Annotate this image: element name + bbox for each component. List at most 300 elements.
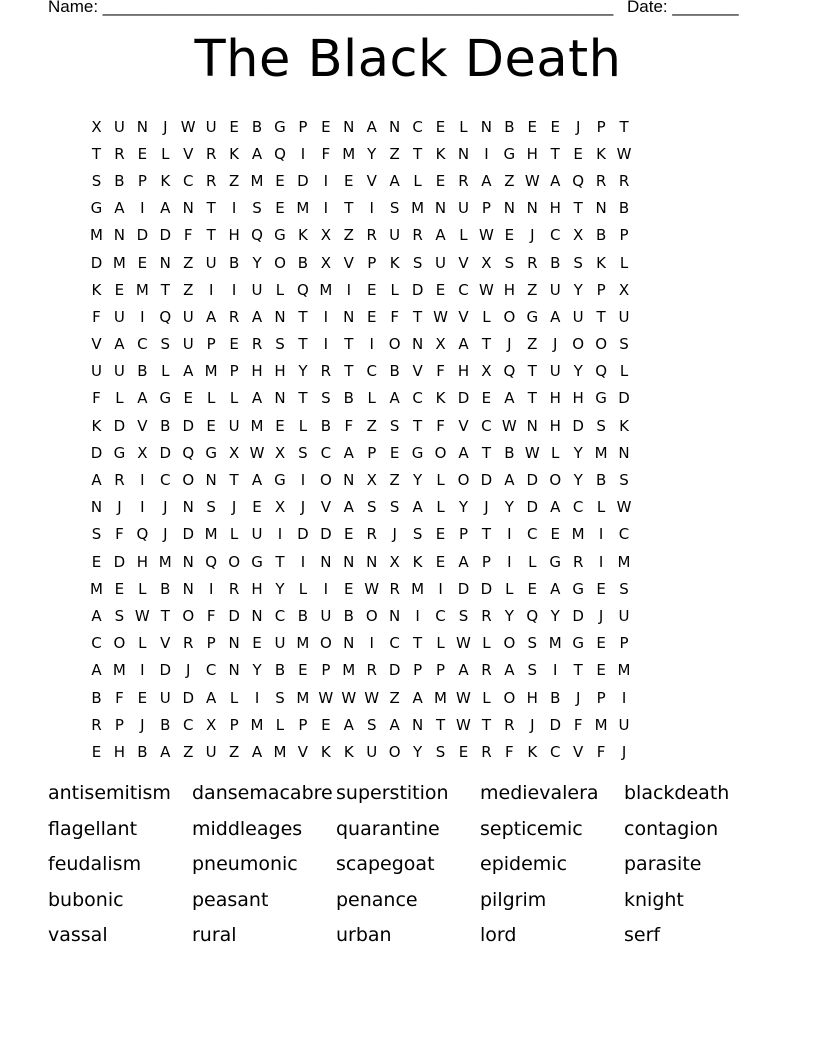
grid-letter: U bbox=[182, 335, 194, 354]
grid-letter: C bbox=[91, 634, 102, 653]
grid-letter: F bbox=[344, 416, 354, 435]
grid-letter: O bbox=[503, 307, 516, 326]
grid-letter: U bbox=[618, 307, 630, 326]
grid-letter: W bbox=[524, 171, 540, 190]
grid-letter: A bbox=[550, 307, 561, 326]
word-bank-item: urban bbox=[336, 924, 392, 947]
grid-row bbox=[85, 331, 745, 358]
name-field-line[interactable]: Name: ______________________________________________________ bbox=[48, 0, 614, 16]
grid-letter: R bbox=[366, 226, 377, 245]
grid-letter: C bbox=[160, 471, 171, 490]
grid-letter: H bbox=[572, 389, 584, 408]
grid-letter: W bbox=[180, 117, 196, 136]
grid-letter: C bbox=[366, 362, 377, 381]
grid-letter: A bbox=[160, 199, 171, 218]
grid-letter: G bbox=[526, 307, 539, 326]
grid-letter: I bbox=[208, 579, 214, 598]
grid-letter: I bbox=[369, 634, 374, 653]
grid-letter: S bbox=[527, 661, 538, 680]
word-bank-item: serf bbox=[624, 924, 661, 947]
grid-letter: J bbox=[530, 226, 535, 245]
grid-letter: K bbox=[343, 742, 354, 761]
grid-letter: I bbox=[598, 525, 604, 544]
grid-letter: Q bbox=[503, 362, 516, 381]
grid-letter: E bbox=[206, 416, 216, 435]
grid-letter: P bbox=[298, 117, 308, 136]
grid-letter: U bbox=[90, 362, 102, 381]
grid-letter: N bbox=[228, 634, 240, 653]
grid-letter: M bbox=[571, 525, 585, 544]
word-bank-item: rural bbox=[192, 924, 237, 947]
grid-letter: C bbox=[182, 715, 194, 734]
grid-letter: V bbox=[160, 634, 171, 653]
grid-letter: I bbox=[323, 335, 329, 354]
grid-letter: N bbox=[434, 199, 447, 218]
grid-letter: R bbox=[481, 742, 492, 761]
grid-letter: G bbox=[251, 552, 263, 571]
grid-letter: H bbox=[228, 226, 240, 245]
grid-letter: C bbox=[572, 498, 584, 517]
word-bank-item: lord bbox=[480, 924, 517, 947]
grid-letter: F bbox=[573, 715, 583, 734]
grid-letter: A bbox=[458, 335, 469, 354]
grid-letter: L bbox=[528, 552, 537, 571]
word-bank-item: quarantine bbox=[336, 817, 440, 840]
grid-letter: T bbox=[229, 471, 239, 490]
grid-letter: U bbox=[389, 226, 401, 245]
grid-letter: O bbox=[572, 335, 585, 354]
grid-letter: I bbox=[415, 606, 420, 625]
grid-letter: C bbox=[137, 335, 148, 354]
grid-letter: N bbox=[343, 307, 355, 326]
grid-letter: K bbox=[596, 144, 607, 163]
grid-letter: J bbox=[530, 715, 535, 734]
grid-letter: M bbox=[273, 742, 287, 761]
grid-letter: A bbox=[504, 471, 515, 490]
grid-letter: O bbox=[503, 688, 516, 707]
grid-letter: S bbox=[275, 335, 285, 354]
grid-letter: B bbox=[137, 742, 148, 761]
grid-letter: E bbox=[550, 117, 560, 136]
grid-letter: Z bbox=[389, 144, 400, 163]
grid-letter: J bbox=[553, 335, 558, 354]
grid-letter: M bbox=[158, 552, 172, 571]
grid-letter: M bbox=[112, 661, 126, 680]
grid-letter: R bbox=[595, 171, 607, 190]
grid-letter: A bbox=[251, 144, 263, 163]
grid-letter: A bbox=[343, 715, 354, 734]
grid-letter: N bbox=[503, 199, 515, 218]
grid-row bbox=[85, 385, 745, 412]
grid-letter: T bbox=[413, 307, 423, 326]
grid-letter: F bbox=[206, 606, 216, 625]
grid-letter: T bbox=[481, 715, 491, 734]
grid-letter: M bbox=[296, 688, 310, 707]
grid-letter: R bbox=[320, 362, 332, 381]
word-bank-item: feudalism bbox=[48, 853, 142, 876]
grid-letter: V bbox=[320, 498, 331, 517]
grid-letter: O bbox=[274, 253, 286, 272]
grid-letter: V bbox=[458, 307, 469, 326]
grid-letter: A bbox=[550, 579, 561, 598]
grid-letter: R bbox=[205, 171, 217, 190]
grid-letter: W bbox=[501, 416, 517, 435]
grid-letter: N bbox=[274, 389, 286, 408]
grid-letter: C bbox=[412, 389, 423, 408]
grid-row bbox=[85, 439, 745, 466]
grid-letter: D bbox=[297, 525, 309, 544]
grid-letter: Q bbox=[251, 226, 263, 245]
grid-letter: O bbox=[434, 443, 447, 462]
grid-letter: P bbox=[206, 335, 216, 354]
grid-letter: A bbox=[435, 226, 446, 245]
grid-letter: P bbox=[367, 253, 377, 272]
grid-letter: A bbox=[114, 335, 125, 354]
grid-letter: T bbox=[206, 199, 216, 218]
grid-letter: S bbox=[435, 742, 446, 761]
grid-letter: X bbox=[320, 226, 331, 245]
word-bank-item: flagellant bbox=[48, 817, 138, 840]
grid-letter: W bbox=[456, 715, 471, 734]
grid-letter: O bbox=[113, 634, 126, 653]
word-bank-item: vassal bbox=[48, 924, 108, 947]
letter-grid bbox=[85, 113, 745, 766]
grid-letter: M bbox=[319, 280, 333, 299]
grid-letter: Y bbox=[573, 471, 583, 490]
grid-letter: K bbox=[435, 389, 446, 408]
grid-letter: N bbox=[320, 552, 332, 571]
grid-letter: P bbox=[596, 117, 606, 136]
grid-letter: U bbox=[618, 606, 630, 625]
grid-letter: P bbox=[229, 715, 239, 734]
grid-letter: H bbox=[251, 579, 263, 598]
grid-letter: M bbox=[296, 199, 310, 218]
grid-letter: H bbox=[549, 389, 561, 408]
grid-letter: Y bbox=[573, 443, 583, 462]
grid-letter: A bbox=[251, 307, 263, 326]
grid-letter: X bbox=[435, 335, 446, 354]
word-bank-item: middleages bbox=[192, 817, 303, 840]
grid-letter: N bbox=[182, 498, 194, 517]
grid-letter: Q bbox=[159, 307, 172, 326]
grid-letter: R bbox=[91, 715, 102, 734]
grid-letter: C bbox=[527, 525, 538, 544]
grid-letter: R bbox=[114, 471, 125, 490]
grid-letter: J bbox=[621, 742, 627, 761]
grid-letter: D bbox=[320, 525, 332, 544]
grid-letter: U bbox=[113, 117, 125, 136]
grid-letter: G bbox=[274, 117, 286, 136]
grid-letter: S bbox=[619, 471, 629, 490]
date-field-line[interactable]: Date: _______ bbox=[627, 0, 739, 16]
grid-letter: S bbox=[91, 525, 102, 544]
grid-letter: Y bbox=[252, 253, 262, 272]
grid-letter: G bbox=[411, 443, 424, 462]
grid-letter: F bbox=[321, 144, 331, 163]
grid-letter: U bbox=[274, 634, 286, 653]
grid-letter: R bbox=[228, 307, 240, 326]
grid-letter: D bbox=[113, 552, 126, 571]
grid-letter: A bbox=[504, 389, 515, 408]
grid-letter: L bbox=[482, 634, 491, 653]
grid-letter: F bbox=[436, 416, 445, 435]
grid-letter: R bbox=[251, 335, 263, 354]
grid-letter: A bbox=[160, 742, 171, 761]
grid-letter: A bbox=[458, 552, 469, 571]
grid-letter: T bbox=[91, 144, 102, 163]
grid-letter: J bbox=[392, 525, 397, 544]
word-bank-item: knight bbox=[624, 888, 684, 911]
grid-letter: C bbox=[205, 661, 217, 680]
grid-letter: B bbox=[251, 117, 263, 136]
grid-row bbox=[85, 195, 745, 222]
grid-letter: J bbox=[598, 606, 604, 625]
grid-letter: K bbox=[229, 144, 240, 163]
grid-letter: I bbox=[231, 280, 237, 299]
grid-letter: Y bbox=[458, 498, 469, 517]
grid-letter: M bbox=[617, 552, 631, 571]
grid-letter: P bbox=[229, 362, 239, 381]
grid-row bbox=[85, 494, 745, 521]
grid-letter: S bbox=[412, 253, 423, 272]
grid-letter: L bbox=[482, 688, 491, 707]
grid-letter: B bbox=[504, 117, 515, 136]
grid-letter: I bbox=[438, 579, 443, 598]
grid-letter: V bbox=[91, 335, 102, 354]
grid-letter: J bbox=[575, 688, 581, 707]
grid-letter: T bbox=[298, 389, 308, 408]
grid-letter: E bbox=[344, 579, 354, 598]
grid-letter: E bbox=[137, 144, 148, 163]
grid-letter: S bbox=[458, 606, 469, 625]
grid-letter: G bbox=[159, 389, 172, 408]
grid-letter: A bbox=[412, 498, 423, 517]
grid-letter: E bbox=[137, 253, 148, 272]
grid-letter: E bbox=[183, 389, 193, 408]
grid-letter: D bbox=[159, 226, 172, 245]
grid-letter: M bbox=[204, 525, 218, 544]
grid-letter: I bbox=[369, 335, 374, 354]
grid-letter: U bbox=[228, 416, 240, 435]
grid-letter: N bbox=[205, 471, 217, 490]
grid-letter: E bbox=[504, 226, 515, 245]
grid-letter: I bbox=[277, 525, 283, 544]
grid-letter: R bbox=[481, 661, 492, 680]
grid-letter: B bbox=[160, 579, 171, 598]
grid-letter: F bbox=[115, 688, 124, 707]
grid-letter: R bbox=[183, 634, 194, 653]
grid-letter: A bbox=[251, 742, 263, 761]
grid-letter: A bbox=[251, 389, 263, 408]
grid-letter: V bbox=[412, 362, 423, 381]
grid-letter: N bbox=[389, 117, 401, 136]
grid-letter: T bbox=[481, 335, 491, 354]
grid-letter: I bbox=[208, 280, 214, 299]
grid-letter: K bbox=[160, 171, 171, 190]
grid-letter: T bbox=[481, 525, 491, 544]
grid-letter: K bbox=[320, 742, 331, 761]
grid-letter: I bbox=[323, 307, 329, 326]
grid-letter: L bbox=[161, 144, 170, 163]
grid-letter: B bbox=[550, 688, 561, 707]
grid-letter: K bbox=[527, 742, 538, 761]
grid-letter: R bbox=[572, 552, 584, 571]
grid-letter: T bbox=[160, 280, 170, 299]
grid-letter: N bbox=[526, 416, 538, 435]
grid-letter: S bbox=[527, 634, 538, 653]
grid-letter: F bbox=[390, 307, 399, 326]
grid-letter: U bbox=[572, 307, 584, 326]
grid-letter: Z bbox=[527, 280, 538, 299]
grid-letter: G bbox=[595, 389, 607, 408]
grid-letter: T bbox=[413, 144, 423, 163]
grid-letter: X bbox=[366, 471, 377, 490]
grid-letter: E bbox=[321, 117, 331, 136]
grid-letter: T bbox=[206, 226, 216, 245]
grid-letter: D bbox=[526, 471, 539, 490]
grid-letter: M bbox=[89, 579, 103, 598]
grid-row bbox=[85, 358, 745, 385]
grid-letter: N bbox=[343, 471, 355, 490]
grid-letter: R bbox=[114, 144, 125, 163]
grid-letter: O bbox=[549, 471, 562, 490]
grid-letter: N bbox=[182, 579, 194, 598]
grid-letter: M bbox=[434, 688, 447, 707]
grid-letter: A bbox=[251, 471, 263, 490]
grid-letter: S bbox=[619, 335, 629, 354]
grid-letter: X bbox=[274, 498, 286, 517]
grid-letter: W bbox=[616, 144, 632, 163]
grid-letter: J bbox=[300, 498, 306, 517]
grid-row bbox=[85, 303, 745, 330]
grid-letter: D bbox=[297, 171, 309, 190]
grid-letter: S bbox=[619, 579, 629, 598]
grid-letter: B bbox=[595, 226, 607, 245]
grid-letter: E bbox=[596, 579, 606, 598]
grid-letter: E bbox=[481, 389, 492, 408]
grid-letter: N bbox=[411, 335, 424, 354]
grid-letter: K bbox=[596, 253, 607, 272]
grid-letter: W bbox=[456, 634, 471, 653]
grid-letter: I bbox=[254, 688, 260, 707]
grid-letter: V bbox=[297, 742, 309, 761]
grid-letter: M bbox=[548, 634, 562, 653]
grid-letter: T bbox=[619, 117, 629, 136]
grid-letter: I bbox=[507, 525, 512, 544]
grid-letter: S bbox=[275, 688, 285, 707]
grid-row bbox=[85, 711, 745, 738]
grid-letter: O bbox=[503, 634, 516, 653]
grid-letter: I bbox=[300, 144, 306, 163]
grid-letter: I bbox=[300, 471, 306, 490]
grid-letter: S bbox=[366, 498, 377, 517]
grid-letter: A bbox=[343, 443, 354, 462]
grid-letter: C bbox=[320, 443, 332, 462]
grid-letter: Q bbox=[595, 362, 607, 381]
grid-letter: E bbox=[114, 579, 125, 598]
grid-letter: T bbox=[344, 199, 354, 218]
grid-letter: Y bbox=[573, 280, 583, 299]
word-bank-item: superstition bbox=[336, 782, 449, 804]
grid-letter: U bbox=[320, 606, 332, 625]
grid-letter: I bbox=[369, 199, 374, 218]
grid-letter: R bbox=[504, 715, 515, 734]
grid-letter: A bbox=[550, 498, 561, 517]
grid-letter: X bbox=[91, 117, 102, 136]
grid-letter: O bbox=[457, 471, 470, 490]
grid-letter: N bbox=[182, 552, 194, 571]
grid-letter: L bbox=[551, 443, 560, 462]
grid-letter: S bbox=[596, 416, 606, 435]
grid-letter: Z bbox=[183, 280, 194, 299]
grid-letter: A bbox=[458, 661, 469, 680]
grid-letter: E bbox=[321, 715, 331, 734]
grid-letter: D bbox=[90, 253, 103, 272]
grid-letter: L bbox=[619, 253, 629, 272]
grid-letter: O bbox=[388, 335, 401, 354]
grid-letter: L bbox=[436, 498, 445, 517]
grid-letter: S bbox=[573, 253, 583, 272]
grid-letter: C bbox=[458, 280, 469, 299]
grid-letter: M bbox=[411, 579, 425, 598]
grid-letter: P bbox=[596, 688, 606, 707]
grid-letter: S bbox=[389, 416, 400, 435]
grid-letter: A bbox=[137, 389, 148, 408]
grid-letter: R bbox=[481, 606, 492, 625]
grid-letter: M bbox=[250, 416, 264, 435]
grid-letter: R bbox=[366, 661, 377, 680]
grid-letter: A bbox=[91, 606, 102, 625]
grid-letter: B bbox=[114, 171, 125, 190]
grid-letter: G bbox=[274, 226, 286, 245]
grid-letter: E bbox=[275, 171, 285, 190]
grid-letter: O bbox=[365, 606, 378, 625]
grid-letter: T bbox=[413, 416, 423, 435]
word-bank-item: medievalera bbox=[480, 782, 599, 804]
grid-letter: A bbox=[183, 362, 194, 381]
grid-letter: N bbox=[411, 715, 424, 734]
grid-letter: P bbox=[596, 280, 606, 299]
grid-letter: Z bbox=[183, 742, 194, 761]
grid-letter: W bbox=[524, 443, 540, 462]
grid-letter: G bbox=[113, 443, 126, 462]
grid-letter: Z bbox=[527, 335, 538, 354]
grid-letter: A bbox=[458, 443, 469, 462]
grid-letter: Y bbox=[413, 471, 423, 490]
grid-letter: A bbox=[550, 171, 561, 190]
grid-letter: A bbox=[206, 688, 217, 707]
grid-letter: P bbox=[298, 715, 308, 734]
header bbox=[48, 0, 748, 21]
grid-letter: E bbox=[91, 552, 102, 571]
word-bank-item: scapegoat bbox=[336, 853, 435, 876]
grid-letter: F bbox=[436, 362, 445, 381]
grid-letter: N bbox=[159, 253, 171, 272]
grid-letter: A bbox=[366, 117, 377, 136]
grid-letter: E bbox=[91, 742, 102, 761]
word-bank-item: peasant bbox=[192, 888, 269, 911]
grid-letter: U bbox=[182, 307, 194, 326]
grid-letter: C bbox=[274, 606, 286, 625]
grid-letter: L bbox=[596, 498, 606, 517]
grid-letter: F bbox=[92, 307, 101, 326]
grid-letter: M bbox=[411, 199, 425, 218]
grid-letter: J bbox=[575, 117, 581, 136]
grid-letter: N bbox=[251, 606, 263, 625]
grid-letter: X bbox=[389, 552, 400, 571]
grid-letter: E bbox=[550, 525, 560, 544]
grid-letter: N bbox=[480, 117, 493, 136]
